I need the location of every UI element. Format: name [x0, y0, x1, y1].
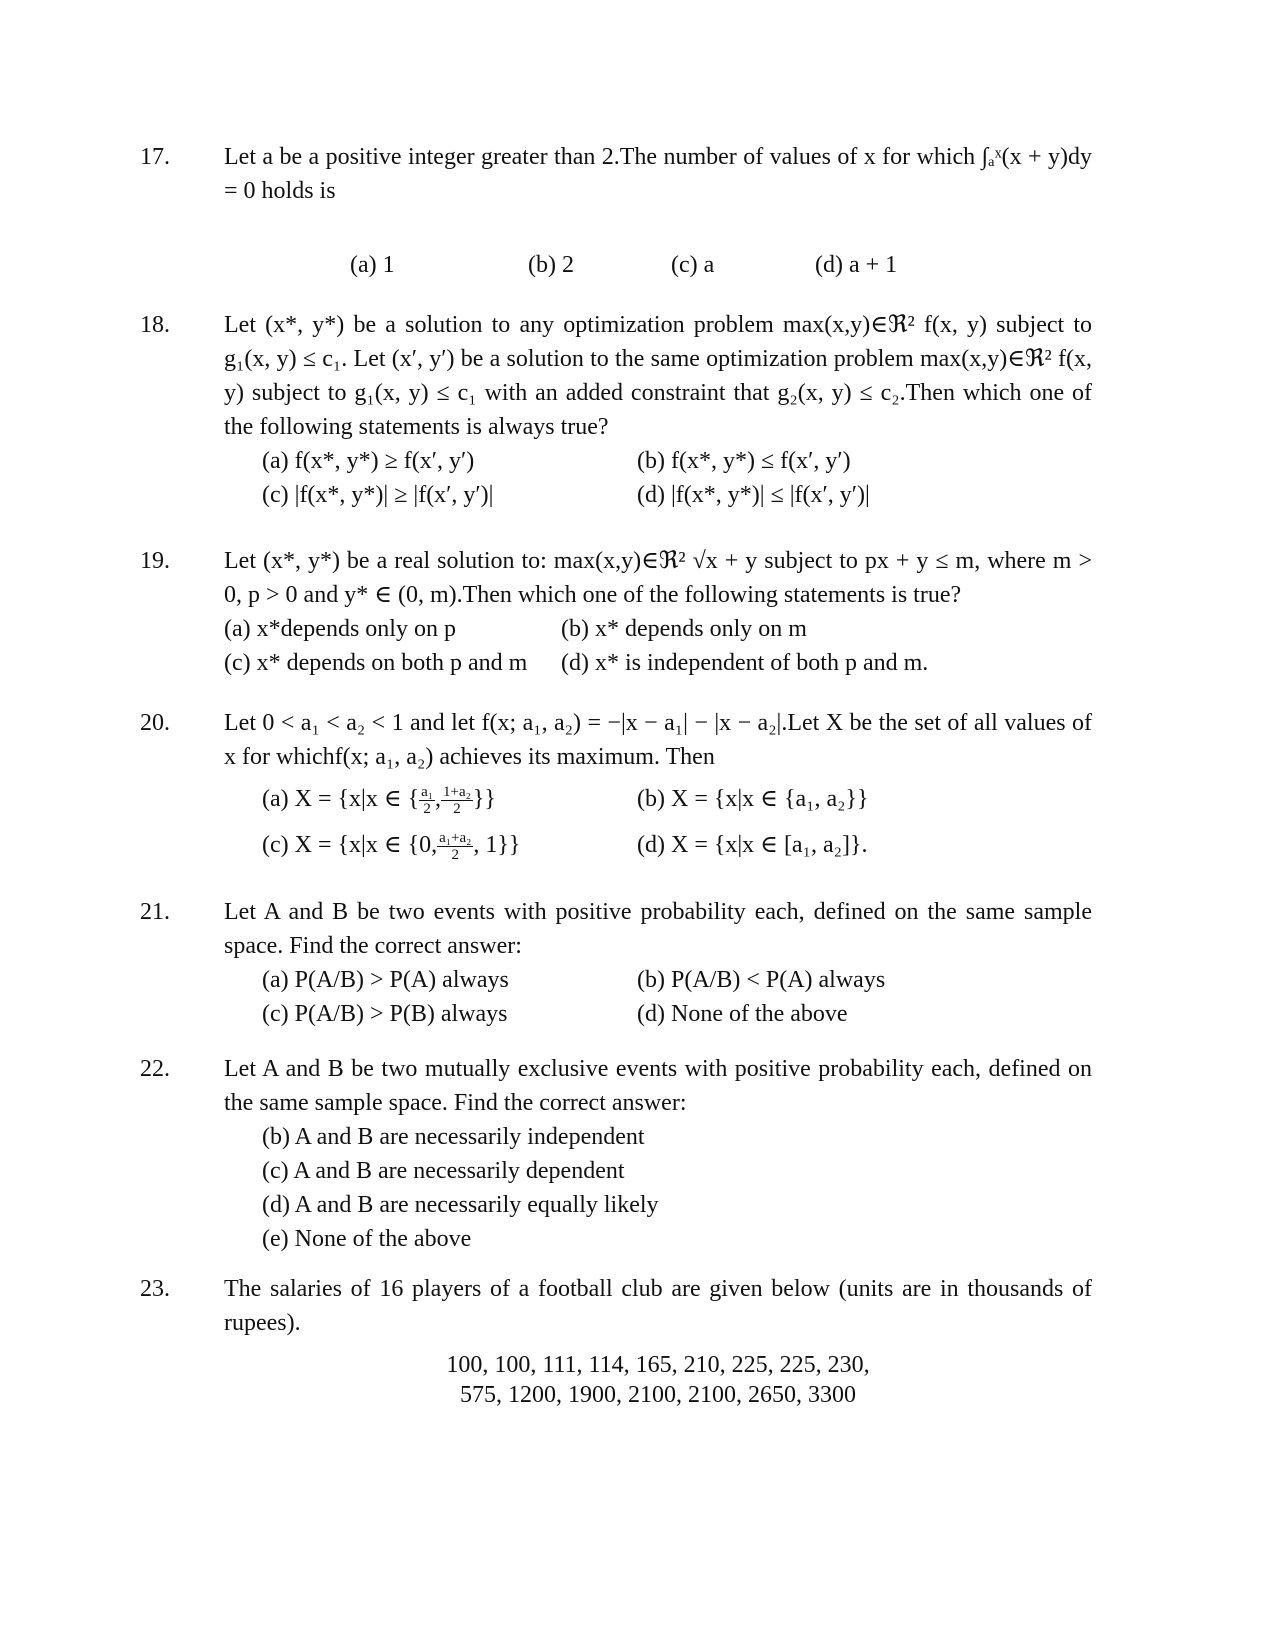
option-d: (d) A and B are necessarily equally likely: [262, 1192, 659, 1218]
option-b: (b) P(A/B) < P(A) always: [637, 967, 886, 993]
option-a: (a) x*depends only on p: [224, 616, 456, 642]
options: [262, 444, 1092, 512]
question-23: [140, 1272, 1092, 1410]
option-d: (d) X = {x|x ∈ [a₁, a₂]}.: [637, 832, 868, 858]
options: [224, 612, 1092, 680]
option-a: (a) X = {x|x ∈ { $\frac{\text{a₁}}{2}$ , $\frac{\text{1+a₂}}{2}$ }}: [262, 783, 496, 817]
option-a: (a) 1: [350, 252, 395, 278]
option-d: (d) a + 1: [815, 252, 898, 278]
option-c: (c) |f(x*, y*)| ≥ |f(x′, y′)|: [262, 482, 494, 508]
options: [262, 776, 1092, 868]
question-21: [140, 895, 1092, 1031]
fraction: $\frac{\text{a₁+a₂}}{2}$: [439, 829, 472, 863]
question-text: Let (x*, y*) be a solution to any optimization problem max(x,y)∈ℜ² f(x, y) subject to g₁(x, y) ≤ c₁. Let (x′, y′) be a solution to the same optimization problem max(x,y)∈ℜ² f(x, y) subject to g₁(x, y) ≤ c₁ with an added constraint that g₂(x, y) ≤ c₂.Then which one of the following statements is always true?: [224, 312, 1092, 440]
salary-list: [224, 1350, 1092, 1410]
question-text: Let A and B be two mutually exclusive events with positive probability each, defined on the same sample space. Find the correct answer:: [224, 1056, 1092, 1116]
question-number: 17.: [140, 144, 170, 170]
salary-line-2: 575, 1200, 1900, 2100, 2100, 2650, 3300: [460, 1382, 856, 1408]
option-b: (b) 2: [528, 252, 574, 278]
fraction: $\frac{\text{1+a₂}}{2}$: [443, 783, 471, 817]
question-number: 22.: [140, 1056, 170, 1082]
options: [350, 248, 1092, 282]
option-c: (c) a: [671, 252, 715, 278]
question-text: Let A and B be two events with positive probability each, defined on the same sample space. Find the correct answer:: [224, 899, 1092, 959]
option-e: (e) None of the above: [262, 1226, 472, 1252]
option-d: (d) None of the above: [637, 1001, 848, 1027]
option-c: (c) P(A/B) > P(B) always: [262, 1001, 508, 1027]
option-b: (b) f(x*, y*) ≤ f(x′, y′): [637, 448, 851, 474]
fraction: $\frac{\text{a₁}}{2}$: [421, 783, 434, 817]
question-number: 23.: [140, 1276, 170, 1302]
option-a: (a) P(A/B) > P(A) always: [262, 967, 509, 993]
question-number: 20.: [140, 710, 170, 736]
question-number: 21.: [140, 899, 170, 925]
question-text: The salaries of 16 players of a football club are given below (units are in thousands of rupees).: [224, 1276, 1092, 1336]
option-b: (b) X = {x|x ∈ {a₁, a₂}}: [637, 786, 869, 812]
option-a: (a) f(x*, y*) ≥ f(x′, y′): [262, 448, 475, 474]
option-c: (c) x* depends on both p and m: [224, 650, 528, 676]
options: [262, 1120, 1092, 1256]
option-c: (c) A and B are necessarily dependent: [262, 1158, 625, 1184]
option-c: (c) X = {x|x ∈ {0, $\frac{\text{a₁+a₂}}{2}$ , 1}}: [262, 829, 521, 863]
options: [262, 963, 1092, 1031]
question-18: [140, 308, 1092, 512]
option-d: (d) |f(x*, y*)| ≤ |f(x′, y′)|: [637, 482, 870, 508]
salary-line-1: 100, 100, 111, 114, 165, 210, 225, 225, 230,: [446, 1352, 870, 1378]
option-b: (b) x* depends only on m: [561, 616, 807, 642]
question-19: [140, 544, 1092, 680]
question-22: [140, 1052, 1092, 1256]
question-17: [140, 140, 1092, 282]
question-text: Let a be a positive integer greater than 2.The number of values of x for which ∫ₐˣ(x + y)dy = 0 holds is: [224, 144, 1092, 204]
question-20: [140, 706, 1092, 868]
option-d: (d) x* is independent of both p and m.: [561, 650, 929, 676]
question-number: 18.: [140, 312, 170, 338]
question-text: Let 0 < a₁ < a₂ < 1 and let f(x; a₁, a₂) = −|x − a₁| − |x − a₂|.Let X be the set of all values of x for whichf(x; a₁, a₂) achieves its maximum. Then: [224, 710, 1092, 770]
question-number: 19.: [140, 548, 170, 574]
option-b: (b) A and B are necessarily independent: [262, 1124, 645, 1150]
question-text: Let (x*, y*) be a real solution to: max(x,y)∈ℜ² √x + y subject to px + y ≤ m, where m > 0, p > 0 and y* ∈ (0, m).Then which one of the following statements is true?: [224, 548, 1092, 608]
